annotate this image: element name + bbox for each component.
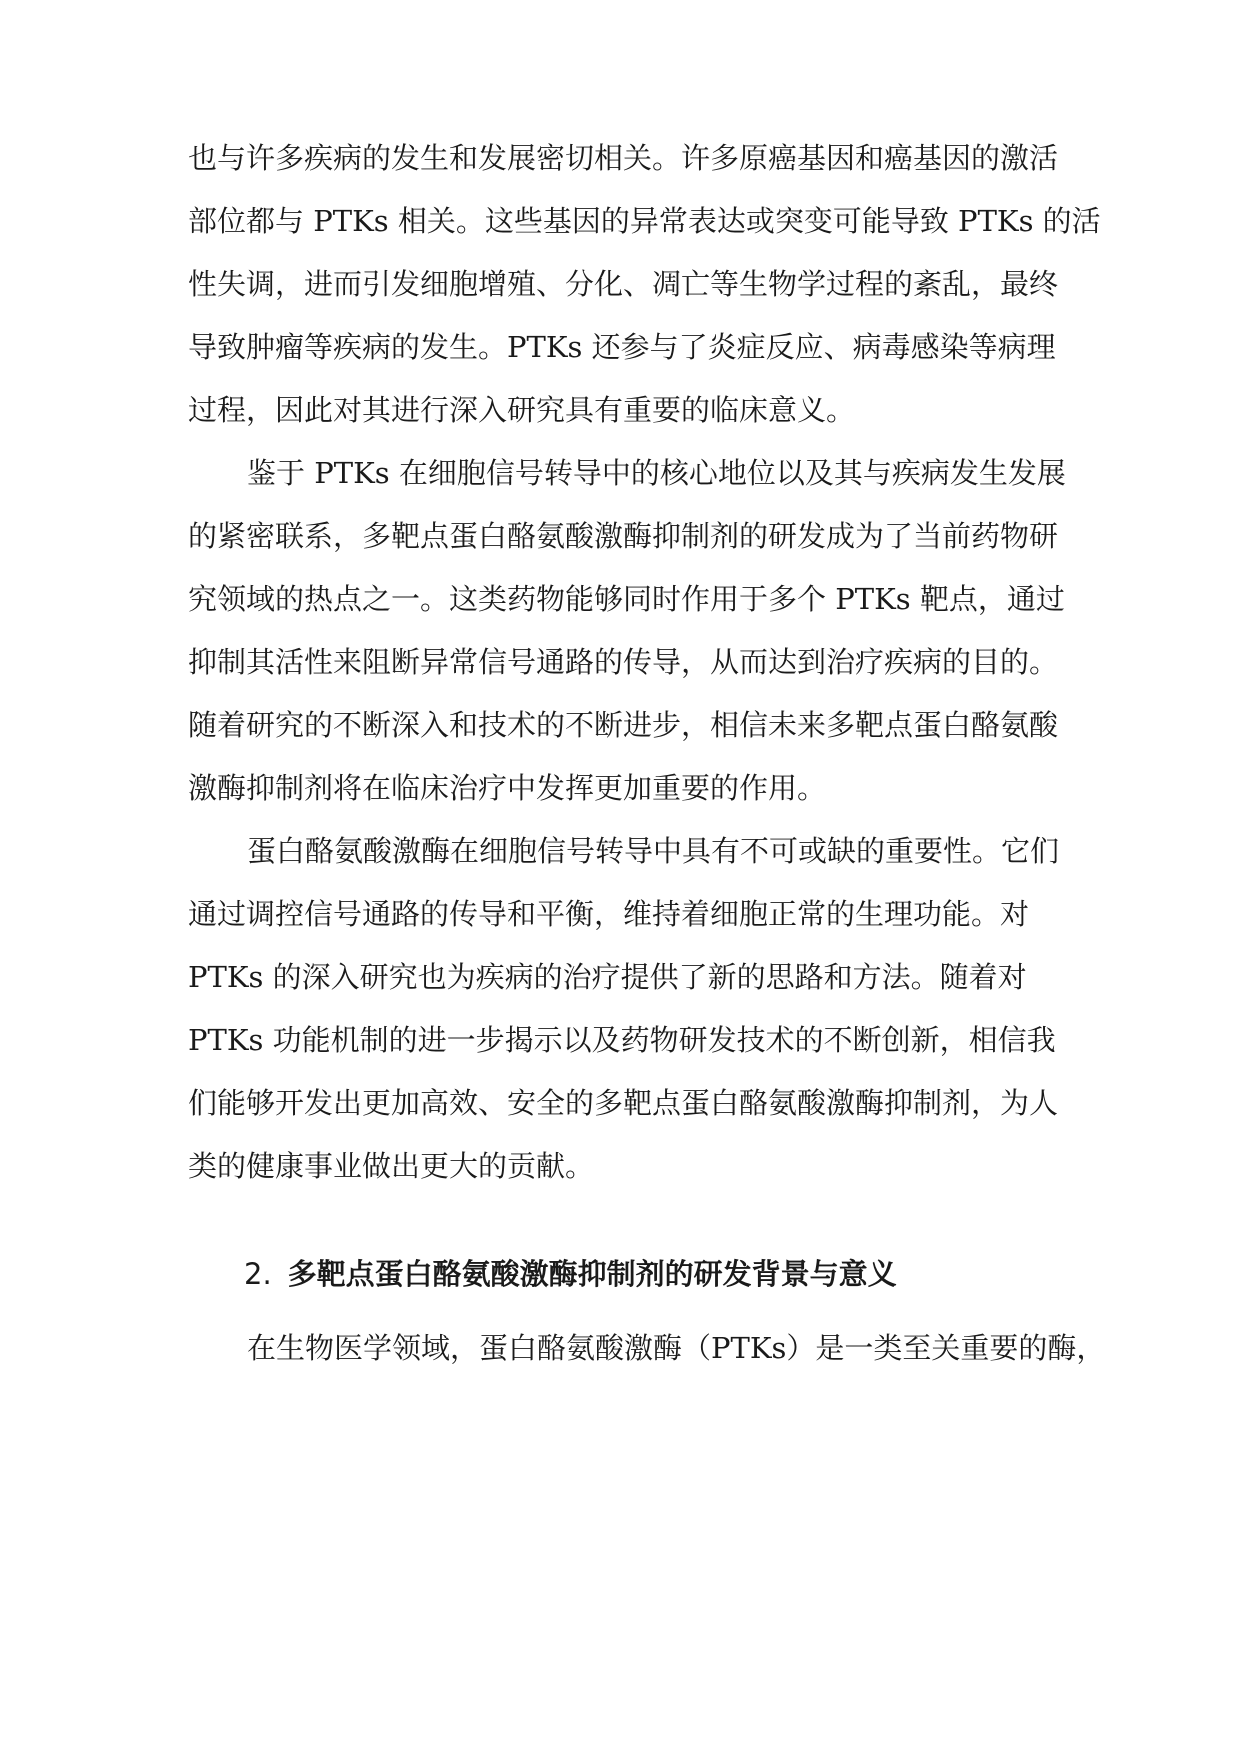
- body-line: 性失调，进而引发细胞增殖、分化、凋亡等生物学过程的紊乱，最终: [188, 267, 1059, 301]
- body-line: 激酶抑制剂将在临床治疗中发挥更加重要的作用。: [188, 771, 827, 805]
- paragraph-start-line: 蛋白酪氨酸激酶在细胞信号转导中具有不可或缺的重要性。它们: [247, 834, 1060, 868]
- body-line: 的紧密联系，多靶点蛋白酪氨酸激酶抑制剂的研发成为了当前药物研: [188, 519, 1059, 553]
- body-line: 也与许多疾病的发生和发展密切相关。许多原癌基因和癌基因的激活: [188, 141, 1059, 175]
- paragraph-start-line: 在生物医学领域，蛋白酪氨酸激酶（PTKs）是一类至关重要的酶，: [247, 1331, 1106, 1365]
- body-line: 过程，因此对其进行深入研究具有重要的临床意义。: [188, 393, 856, 427]
- body-line: 抑制其活性来阻断异常信号通路的传导，从而达到治疗疾病的目的。: [188, 645, 1059, 679]
- body-line: 导致肿瘤等疾病的发生。PTKs 还参与了炎症反应、病毒感染等病理: [188, 330, 1056, 364]
- section-title: 多靶点蛋白酪氨酸激酶抑制剂的研发背景与意义: [287, 1257, 897, 1291]
- body-line: 们能够开发出更加高效、安全的多靶点蛋白酪氨酸激酶抑制剂，为人: [188, 1086, 1059, 1120]
- body-line: 部位都与 PTKs 相关。这些基因的异常表达或突变可能导致 PTKs 的活: [188, 204, 1101, 238]
- body-line: PTKs 功能机制的进一步揭示以及药物研发技术的不断创新，相信我: [188, 1023, 1056, 1057]
- body-line: 类的健康事业做出更大的贡献。: [188, 1149, 595, 1183]
- body-line: 通过调控信号通路的传导和平衡，维持着细胞正常的生理功能。对: [188, 897, 1030, 931]
- section-number: 2.: [244, 1257, 272, 1291]
- body-line: 究领域的热点之一。这类药物能够同时作用于多个 PTKs 靶点，通过: [188, 582, 1065, 616]
- section-heading: [244, 1256, 897, 1292]
- paragraph-start-line: 鉴于 PTKs 在细胞信号转导中的核心地位以及其与疾病发生发展: [247, 456, 1066, 490]
- body-line: PTKs 的深入研究也为疾病的治疗提供了新的思路和方法。随着对: [188, 960, 1027, 994]
- body-line: 随着研究的不断深入和技术的不断进步，相信未来多靶点蛋白酪氨酸: [188, 708, 1059, 742]
